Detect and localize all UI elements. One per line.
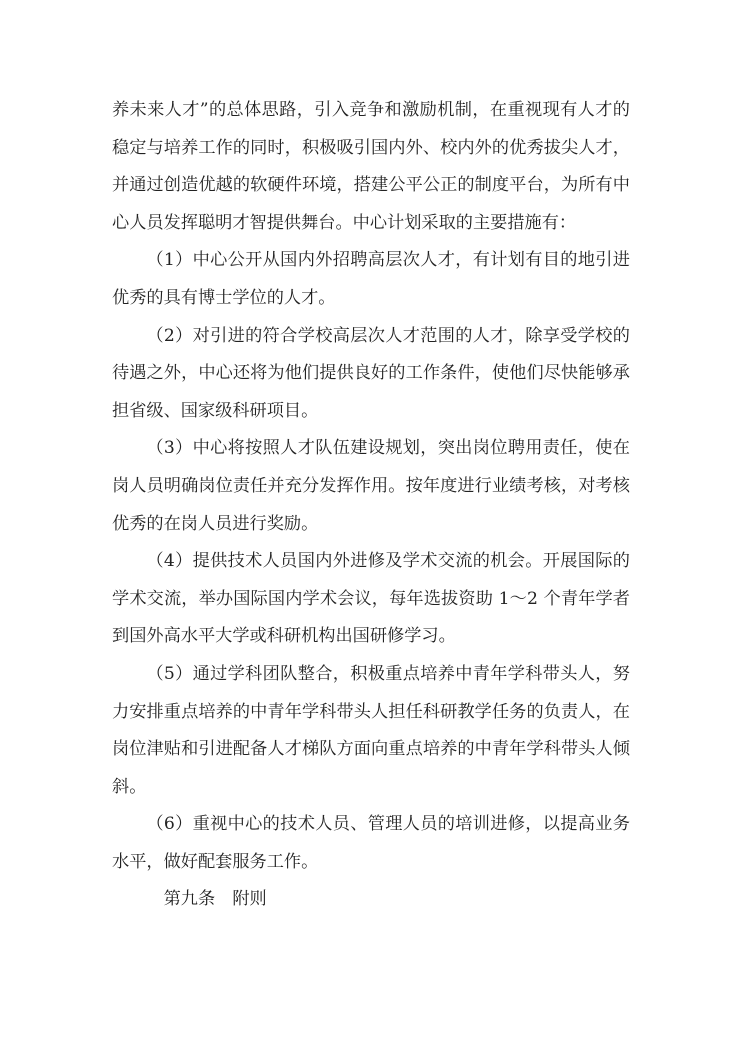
paragraph-measure-2: （2）对引进的符合学校高层次人才范围的人才，除享受学校的待遇之外，中心还将为他们提供良好的工作条件，使他们尽快能够承担省级、国家级科研项目。 (112, 325, 630, 421)
paragraph-intro: 养未来人才”的总体思路，引入竞争和激励机制，在重视现有人才的稳定与培养工作的同时，积极吸引国内外、校内外的优秀拔尖人才，并通过创造优越的软硬件环境，搭建公平公正的制度平台，为所有中心人员发挥聪明才智提供舞台。中心计划采取的主要措施有： (112, 100, 630, 233)
paragraph-measure-6: （6）重视中心的技术人员、管理人员的培训进修，以提高业务水平，做好配套服务工作。 (112, 814, 630, 872)
section-heading: 第九条 附则 (163, 889, 267, 910)
paragraph-measure-5: （5）通过学科团队整合，积极重点培养中青年学科带头人，努力安排重点培养的中青年学科带头人担任科研教学任务的负责人，在岗位津贴和引进配备人才梯队方面向重点培养的中青年学科带头人倾斜。 (112, 663, 630, 797)
paragraph-measure-3: （3）中心将按照人才队伍建设规划，突出岗位聘用责任，使在岗人员明确岗位责任并充分发挥作用。按年度进行业绩考核，对考核优秀的在岗人员进行奖励。 (112, 438, 630, 534)
paragraph-measure-1: （1）中心公开从国内外招聘高层次人才，有计划有目的地引进优秀的具有博士学位的人才。 (112, 250, 630, 308)
paragraph-measure-4: （4）提供技术人员国内外进修及学术交流的机会。开展国际的学术交流，举办国际国内学术会议，每年选拔资助 1～2 个青年学者到国外高水平大学或科研机构出国研修学习。 (112, 551, 630, 647)
document-body (112, 92, 630, 919)
